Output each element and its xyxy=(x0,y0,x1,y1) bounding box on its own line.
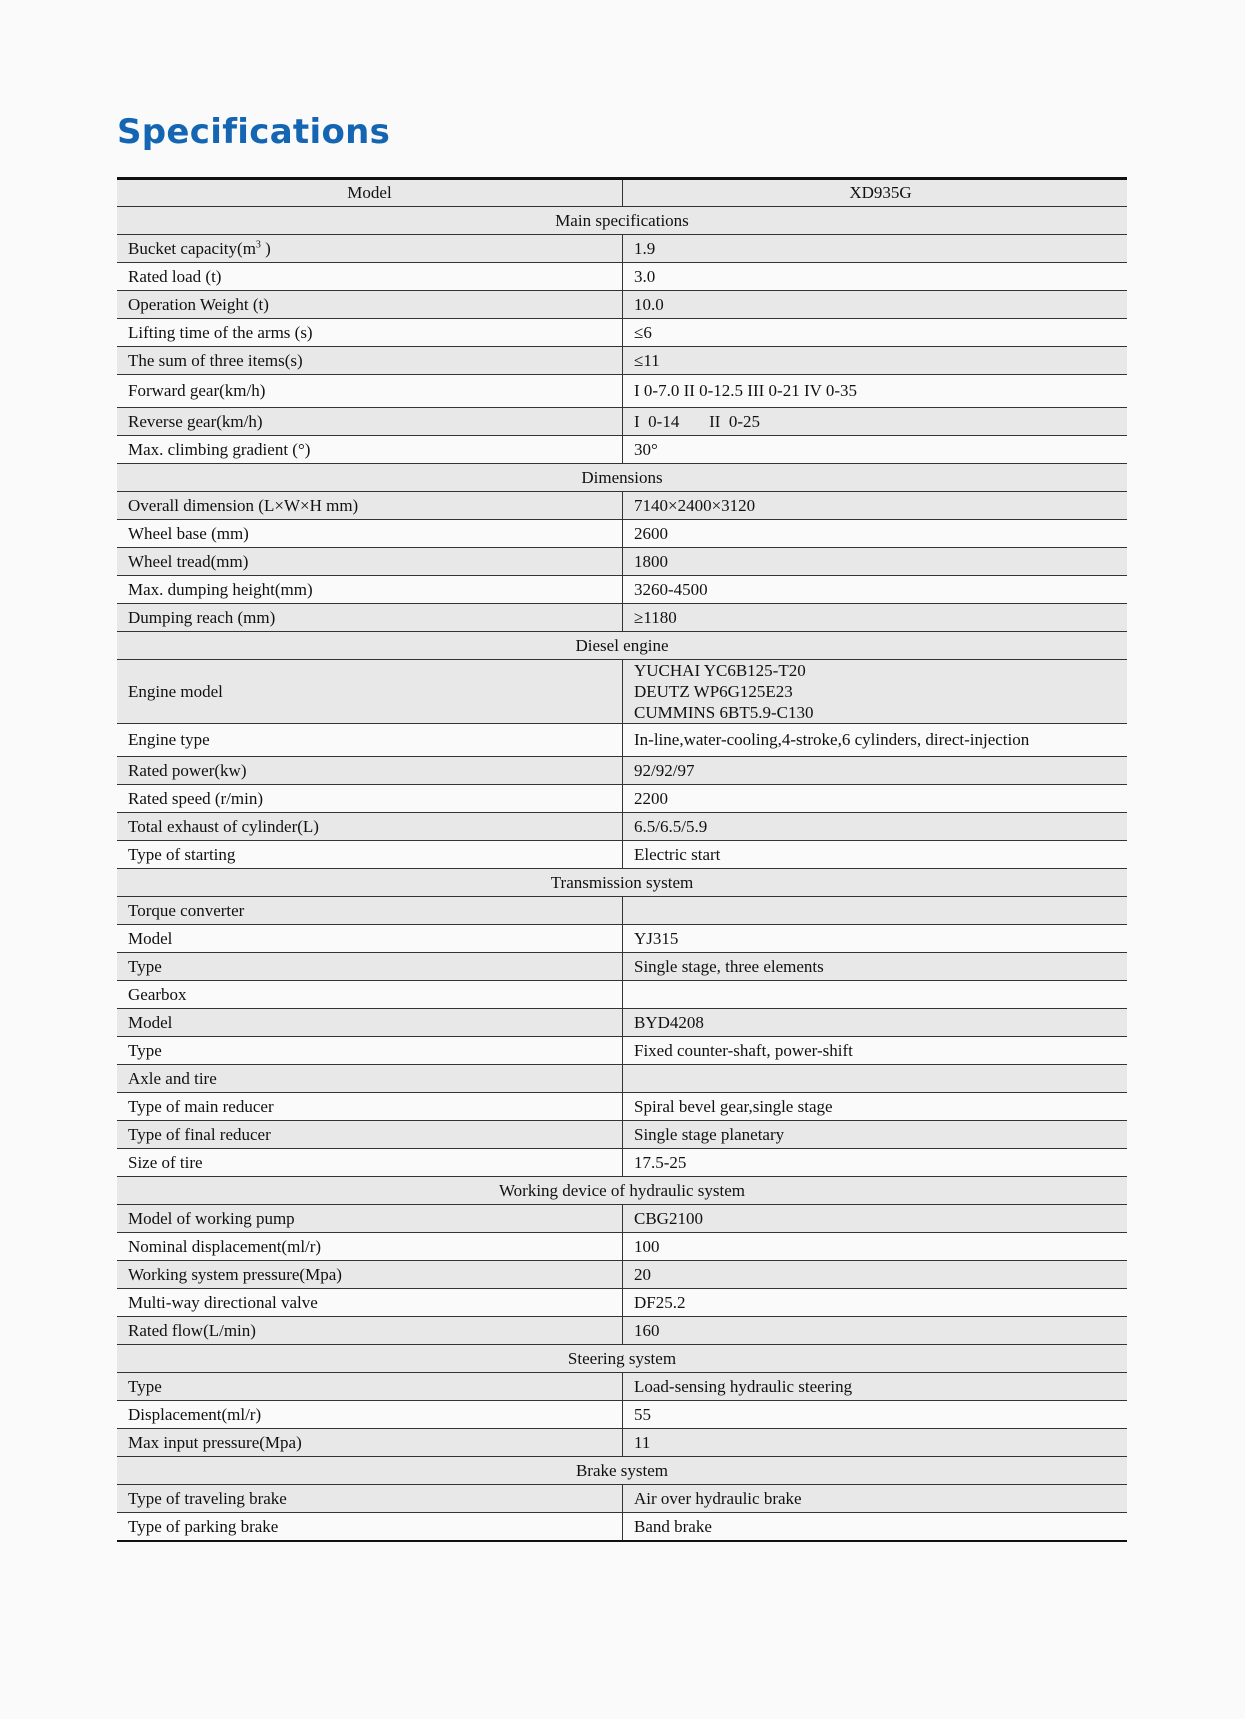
spec-label-text: Reverse gear(km/h) xyxy=(128,411,263,431)
spec-row xyxy=(117,1093,1127,1121)
spec-row xyxy=(117,319,1127,347)
section-title: Diesel engine xyxy=(117,632,1127,660)
spec-row xyxy=(117,785,1127,813)
spec-label-text: Type xyxy=(128,956,162,976)
spec-label-text: Max. climbing gradient (°) xyxy=(128,439,311,459)
spec-row xyxy=(117,1233,1127,1261)
spec-row xyxy=(117,925,1127,953)
spec-label-text: Gearbox xyxy=(128,984,187,1004)
spec-label xyxy=(117,1289,623,1317)
spec-label xyxy=(117,1065,623,1093)
spec-row xyxy=(117,1121,1127,1149)
spec-label-text: Operation Weight (t) xyxy=(128,294,269,314)
spec-row xyxy=(117,1037,1127,1065)
header-model-value: XD935G xyxy=(623,179,1128,207)
spec-label xyxy=(117,897,623,925)
spec-label xyxy=(117,235,623,263)
spec-row xyxy=(117,604,1127,632)
spec-label xyxy=(117,576,623,604)
spec-label xyxy=(117,548,623,576)
spec-label xyxy=(117,813,623,841)
spec-value-line: YUCHAI YC6B125-T20 xyxy=(634,661,806,680)
spec-label xyxy=(117,604,623,632)
spec-value: 55 xyxy=(623,1401,1128,1429)
spec-value: Electric start xyxy=(623,841,1128,869)
spec-label-text: Rated speed (r/min) xyxy=(128,788,264,808)
spec-row xyxy=(117,757,1127,785)
spec-label xyxy=(117,1233,623,1261)
spec-value: I 0-7.0 II 0-12.5 III 0-21 IV 0-35 xyxy=(623,375,1128,408)
spec-row xyxy=(117,1065,1127,1093)
spec-value xyxy=(623,660,1128,724)
spec-label-text: Total exhaust of cylinder(L) xyxy=(128,816,319,836)
spec-label-tail: ) xyxy=(260,238,271,258)
section-title: Main specifications xyxy=(117,207,1127,235)
spec-value: Load-sensing hydraulic steering xyxy=(623,1373,1128,1401)
spec-label-text: Wheel base (mm) xyxy=(128,523,249,543)
spec-label-text: Type of parking brake xyxy=(128,1516,279,1536)
spec-value: ≤6 xyxy=(623,319,1128,347)
spec-value: 17.5-25 xyxy=(623,1149,1128,1177)
spec-row xyxy=(117,1429,1127,1457)
spec-label-text: Engine type xyxy=(128,730,210,749)
spec-value: 92/92/97 xyxy=(623,757,1128,785)
spec-label-text: Size of tire xyxy=(128,1152,203,1172)
spec-label xyxy=(117,375,623,408)
spec-row xyxy=(117,1289,1127,1317)
spec-row xyxy=(117,813,1127,841)
spec-label-text: Rated power(kw) xyxy=(128,760,247,780)
spec-value: 2600 xyxy=(623,520,1128,548)
spec-row xyxy=(117,1009,1127,1037)
spec-label-text: Type of starting xyxy=(128,844,236,864)
spec-value xyxy=(623,1065,1128,1093)
spec-label xyxy=(117,408,623,436)
section-title: Steering system xyxy=(117,1345,1127,1373)
spec-value-line: DEUTZ WP6G125E23 xyxy=(634,682,793,701)
spec-value: 7140×2400×3120 xyxy=(623,492,1128,520)
spec-label xyxy=(117,436,623,464)
spec-label-text: Nominal displacement(ml/r) xyxy=(128,1236,322,1256)
spec-row xyxy=(117,1205,1127,1233)
spec-value: 20 xyxy=(623,1261,1128,1289)
spec-label-text: Model xyxy=(128,1012,173,1032)
spec-label-text: Bucket capacity(m xyxy=(128,238,256,258)
spec-value: ≥1180 xyxy=(623,604,1128,632)
spec-value: 1.9 xyxy=(623,235,1128,263)
spec-label xyxy=(117,1093,623,1121)
spec-label xyxy=(117,1037,623,1065)
spec-value: Spiral bevel gear,single stage xyxy=(623,1093,1128,1121)
spec-label xyxy=(117,1401,623,1429)
spec-label xyxy=(117,953,623,981)
spec-value: 10.0 xyxy=(623,291,1128,319)
spec-value: 3260-4500 xyxy=(623,576,1128,604)
section-header xyxy=(117,464,1127,492)
spec-label-text: Engine model xyxy=(128,682,223,701)
spec-label xyxy=(117,347,623,375)
spec-label xyxy=(117,1373,623,1401)
spec-label xyxy=(117,1261,623,1289)
spec-label xyxy=(117,520,623,548)
spec-value: 100 xyxy=(623,1233,1128,1261)
spec-label-text: Type of traveling brake xyxy=(128,1488,287,1508)
section-header xyxy=(117,1345,1127,1373)
spec-label xyxy=(117,1149,623,1177)
spec-label xyxy=(117,724,623,757)
table-bottom-rule xyxy=(117,1540,1127,1542)
spec-row xyxy=(117,1485,1127,1513)
spec-row xyxy=(117,660,1127,724)
spec-label xyxy=(117,263,623,291)
spec-row xyxy=(117,1261,1127,1289)
spec-label-text: Multi-way directional valve xyxy=(128,1292,318,1312)
spec-label-text: Max. dumping height(mm) xyxy=(128,579,313,599)
spec-value: 3.0 xyxy=(623,263,1128,291)
spec-label-text: The sum of three items(s) xyxy=(128,350,303,370)
header-model-label: Model xyxy=(117,179,623,207)
spec-row xyxy=(117,1149,1127,1177)
spec-value xyxy=(623,981,1128,1009)
spec-label-text: Forward gear(km/h) xyxy=(128,381,266,400)
section-title: Dimensions xyxy=(117,464,1127,492)
spec-label xyxy=(117,291,623,319)
spec-value: Single stage, three elements xyxy=(623,953,1128,981)
spec-label-text: Type of final reducer xyxy=(128,1124,271,1144)
spec-row xyxy=(117,1317,1127,1345)
spec-row xyxy=(117,291,1127,319)
section-header xyxy=(117,207,1127,235)
spec-value: DF25.2 xyxy=(623,1289,1128,1317)
spec-value xyxy=(623,897,1128,925)
spec-row xyxy=(117,263,1127,291)
spec-row xyxy=(117,1401,1127,1429)
spec-label xyxy=(117,1121,623,1149)
section-header xyxy=(117,632,1127,660)
spec-label-text: Rated flow(L/min) xyxy=(128,1320,256,1340)
spec-row xyxy=(117,235,1127,263)
spec-value: In-line,water-cooling,4-stroke,6 cylinders, direct-injection xyxy=(623,724,1128,757)
spec-label-text: Axle and tire xyxy=(128,1068,217,1088)
spec-label-text: Model of working pump xyxy=(128,1208,295,1228)
section-header xyxy=(117,1177,1127,1205)
spec-value: I 0-14 II 0-25 xyxy=(623,408,1128,436)
spec-label-text: Model xyxy=(128,928,173,948)
spec-label xyxy=(117,1513,623,1541)
spec-row xyxy=(117,436,1127,464)
spec-label-text: Rated load (t) xyxy=(128,266,222,286)
spec-label xyxy=(117,757,623,785)
spec-label-text: Working system pressure(Mpa) xyxy=(128,1264,342,1284)
spec-label xyxy=(117,319,623,347)
spec-row xyxy=(117,724,1127,757)
spec-value: CBG2100 xyxy=(623,1205,1128,1233)
spec-label-text: Dumping reach (mm) xyxy=(128,607,276,627)
spec-row xyxy=(117,520,1127,548)
spec-label-text: Wheel tread(mm) xyxy=(128,551,249,571)
spec-label-text: Max input pressure(Mpa) xyxy=(128,1432,302,1452)
spec-value: 11 xyxy=(623,1429,1128,1457)
spec-row xyxy=(117,953,1127,981)
spec-row xyxy=(117,347,1127,375)
spec-value: ≤11 xyxy=(623,347,1128,375)
spec-label xyxy=(117,981,623,1009)
spec-label-text: Type xyxy=(128,1376,162,1396)
section-title: Transmission system xyxy=(117,869,1127,897)
spec-value-line: CUMMINS 6BT5.9-C130 xyxy=(634,703,814,722)
section-title: Brake system xyxy=(117,1457,1127,1485)
spec-label-text: Displacement(ml/r) xyxy=(128,1404,262,1424)
spec-row xyxy=(117,897,1127,925)
spec-label xyxy=(117,1429,623,1457)
spec-value: 2200 xyxy=(623,785,1128,813)
spec-value: 30° xyxy=(623,436,1128,464)
spec-label xyxy=(117,1485,623,1513)
spec-value: Air over hydraulic brake xyxy=(623,1485,1128,1513)
page-title: Specifications xyxy=(117,112,391,152)
specifications-table xyxy=(117,178,1127,1540)
spec-label xyxy=(117,841,623,869)
section-header xyxy=(117,869,1127,897)
spec-label-text: Type xyxy=(128,1040,162,1060)
section-header xyxy=(117,1457,1127,1485)
spec-label xyxy=(117,660,623,724)
spec-label-text: Lifting time of the arms (s) xyxy=(128,322,313,342)
spec-value: Fixed counter-shaft, power-shift xyxy=(623,1037,1128,1065)
spec-row xyxy=(117,576,1127,604)
spec-row xyxy=(117,981,1127,1009)
spec-value: 160 xyxy=(623,1317,1128,1345)
spec-row xyxy=(117,375,1127,408)
spec-label xyxy=(117,1205,623,1233)
spec-row xyxy=(117,548,1127,576)
spec-label xyxy=(117,785,623,813)
spec-value: 1800 xyxy=(623,548,1128,576)
spec-label xyxy=(117,925,623,953)
spec-value: BYD4208 xyxy=(623,1009,1128,1037)
spec-value: 6.5/6.5/5.9 xyxy=(623,813,1128,841)
spec-row xyxy=(117,1373,1127,1401)
table-header-row xyxy=(117,179,1127,207)
spec-label-text: Overall dimension (L×W×H mm) xyxy=(128,495,359,515)
spec-row xyxy=(117,1513,1127,1541)
spec-value: YJ315 xyxy=(623,925,1128,953)
spec-row xyxy=(117,492,1127,520)
spec-label-text: Type of main reducer xyxy=(128,1096,274,1116)
spec-label xyxy=(117,1009,623,1037)
spec-row xyxy=(117,408,1127,436)
spec-value: Single stage planetary xyxy=(623,1121,1128,1149)
spec-label-text: Torque converter xyxy=(128,900,245,920)
spec-label xyxy=(117,1317,623,1345)
spec-label xyxy=(117,492,623,520)
superscript: 3 xyxy=(255,238,261,250)
spec-value: Band brake xyxy=(623,1513,1128,1541)
section-title: Working device of hydraulic system xyxy=(117,1177,1127,1205)
spec-row xyxy=(117,841,1127,869)
